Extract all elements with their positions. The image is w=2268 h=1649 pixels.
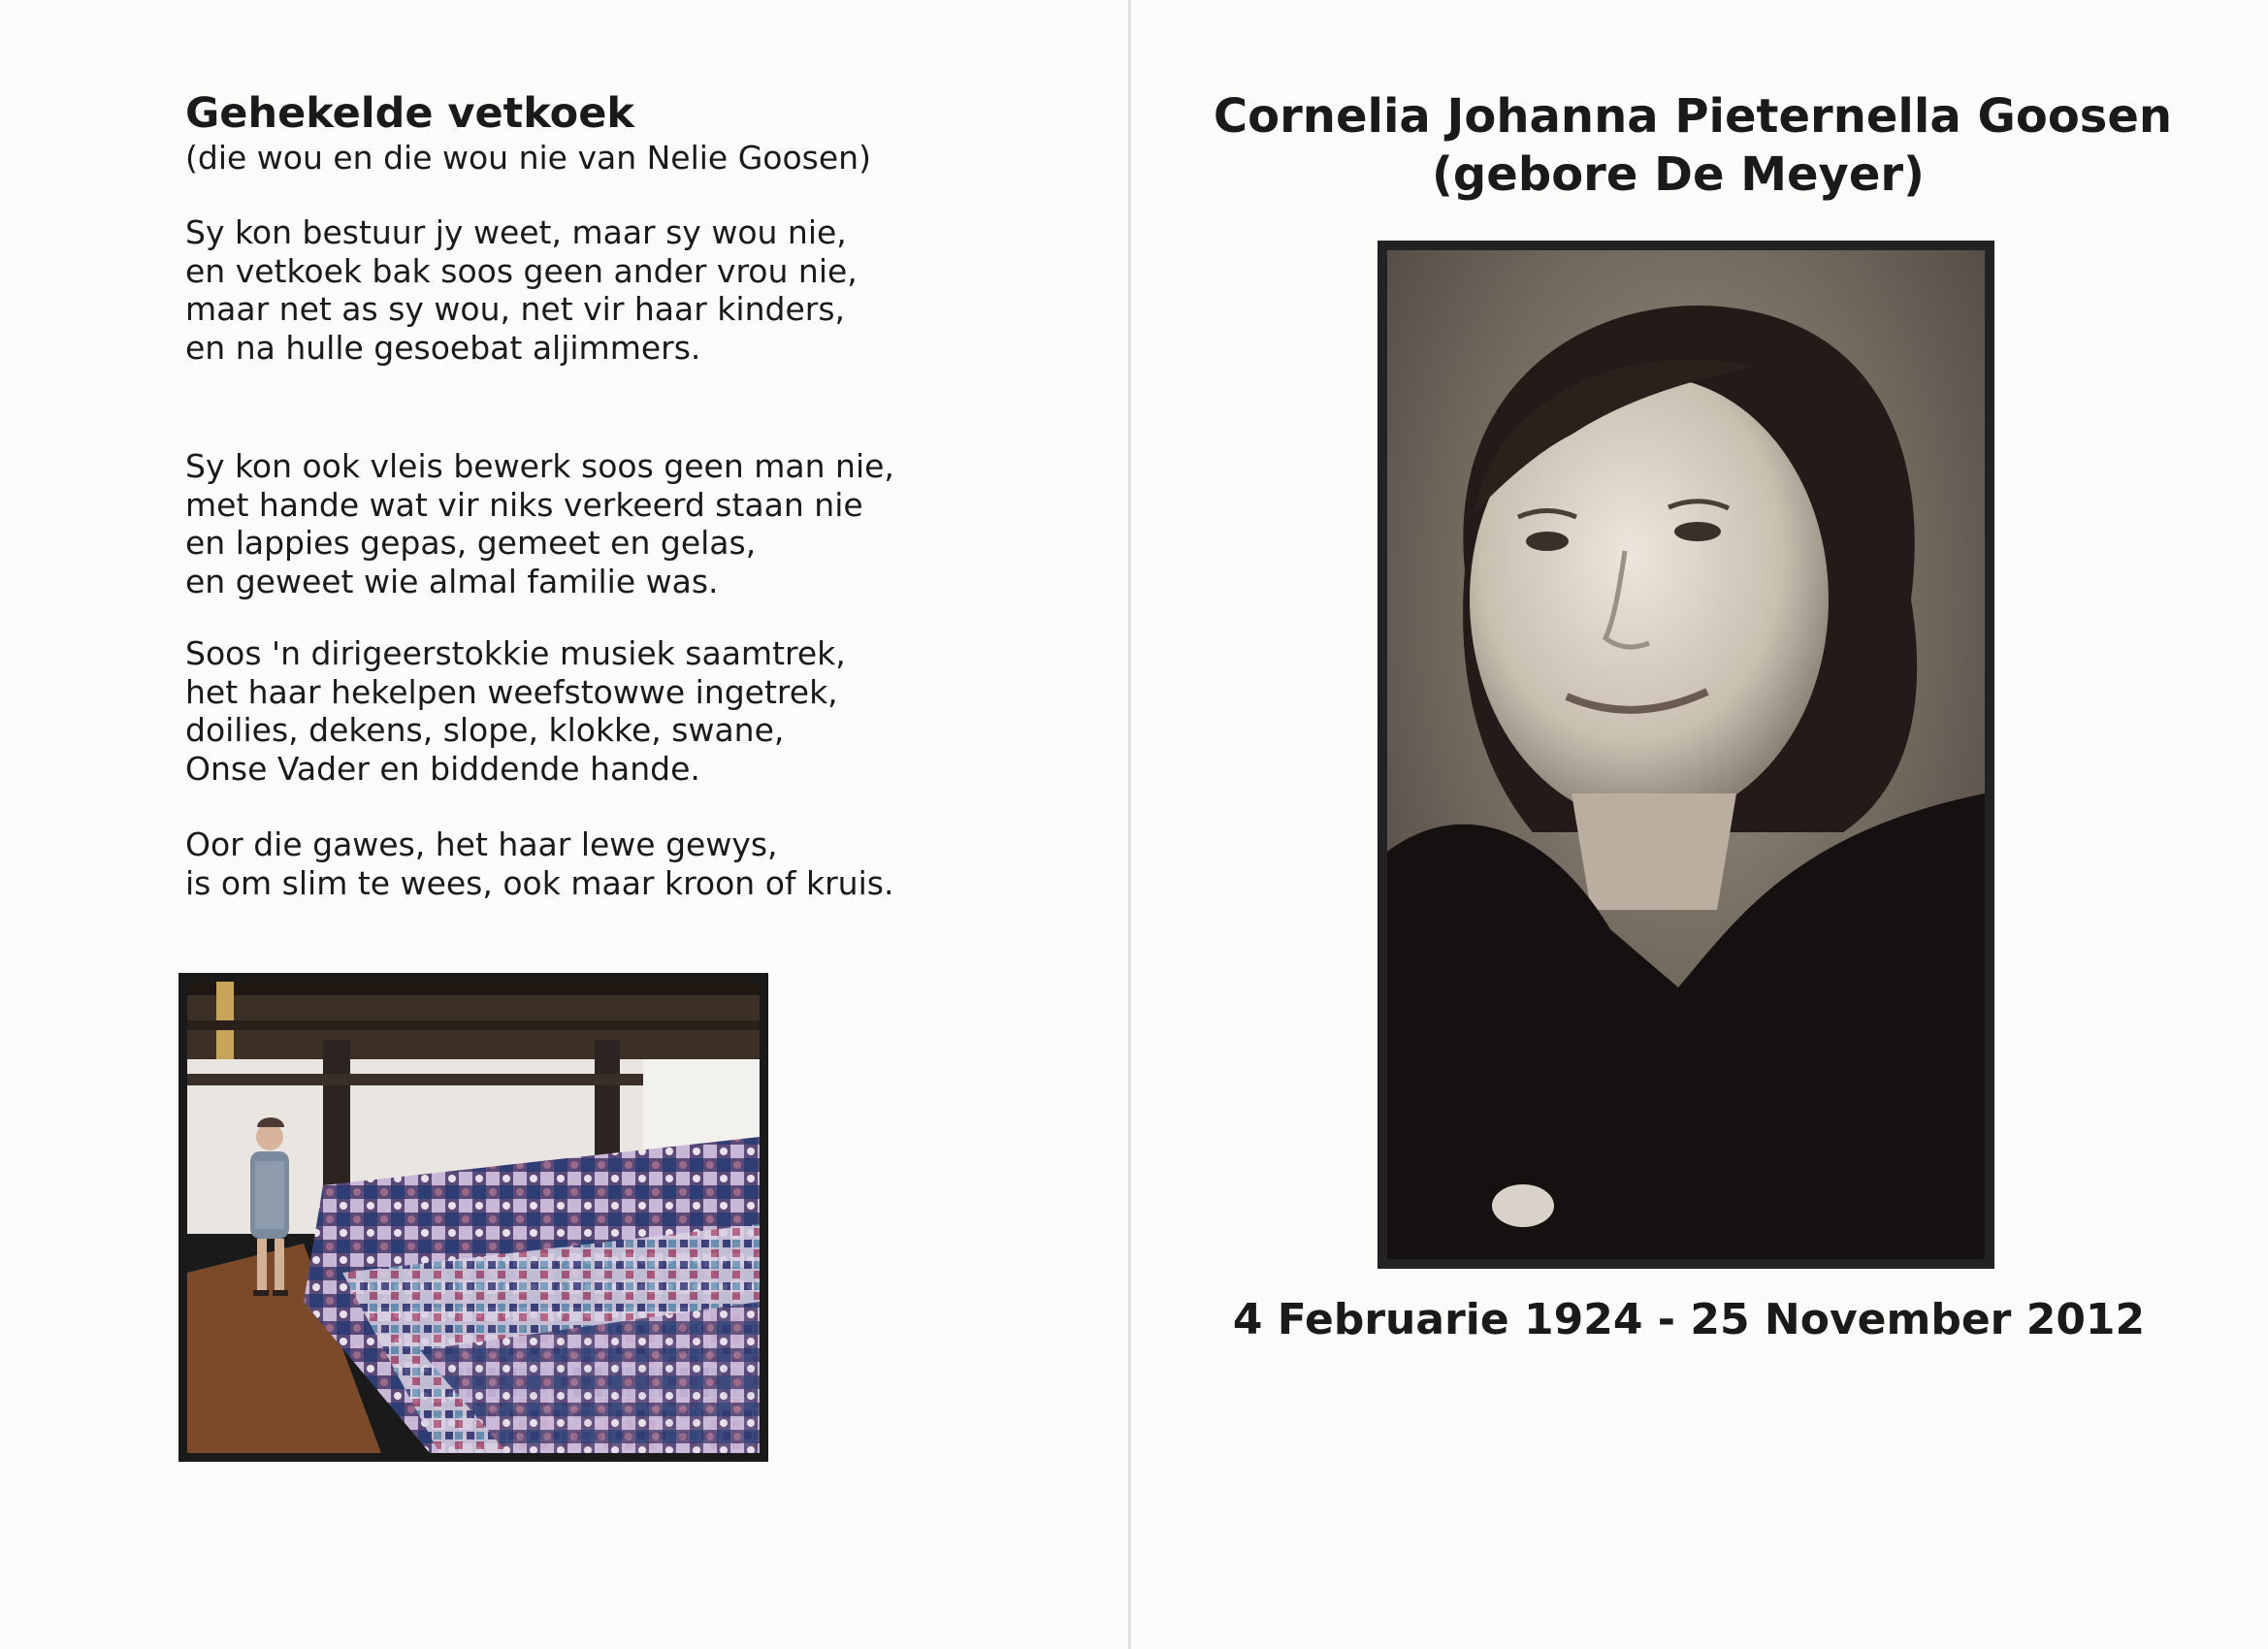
portrait-photo-image — [1387, 250, 1985, 1259]
quilts-photo-image — [187, 982, 760, 1453]
poem-line: en na hulle gesoebat aljimmers. — [185, 328, 701, 367]
deceased-name: Cornelia Johanna Pieternella Goosen — [1213, 89, 2173, 144]
poem-line: Oor die gawes, het haar lewe gewys, — [185, 825, 778, 863]
poem-stanza-1 — [185, 213, 858, 367]
poem-line: Sy kon ook vleis bewerk soos geen man nie, — [185, 447, 894, 485]
poem-line: Onse Vader en biddende hande. — [185, 749, 700, 788]
poem-title: Gehekelde vetkoek — [185, 89, 634, 138]
poem-line: en geweet wie almal familie was. — [185, 562, 719, 600]
poem-line: is om slim te wees, ook maar kroon of kruis. — [185, 863, 894, 902]
poem-subtitle: (die wou en die wou nie van Nelie Goosen) — [185, 139, 871, 177]
quilts-photo — [178, 973, 768, 1462]
poem-line: en lappies gepas, gemeet en gelas, — [185, 524, 757, 562]
poem-line: het haar hekelpen weefstowwe ingetrek, — [185, 672, 838, 711]
poem-line: doilies, dekens, slope, klokke, swane, — [185, 711, 785, 749]
poem-line: maar net as sy wou, net vir haar kinders, — [185, 290, 845, 328]
life-dates: 4 Februarie 1924 - 25 November 2012 — [1232, 1295, 2146, 1344]
poem-line: met hande wat vir niks verkeerd staan nie — [185, 485, 863, 524]
poem-stanza-3 — [185, 634, 846, 788]
poem-line: en vetkoek bak soos geen ander vrou nie, — [185, 251, 858, 290]
poem-line: Soos 'n dirigeerstokkie musiek saamtrek, — [185, 634, 846, 672]
poem-stanza-4 — [185, 825, 893, 902]
right-page — [1131, 0, 2268, 1649]
poem-stanza-2 — [185, 447, 894, 600]
portrait-photo — [1377, 241, 1994, 1269]
maiden-name: (gebore De Meyer) — [1431, 147, 1925, 202]
left-page — [0, 0, 1128, 1649]
poem-line: Sy kon bestuur jy weet, maar sy wou nie, — [185, 213, 847, 251]
